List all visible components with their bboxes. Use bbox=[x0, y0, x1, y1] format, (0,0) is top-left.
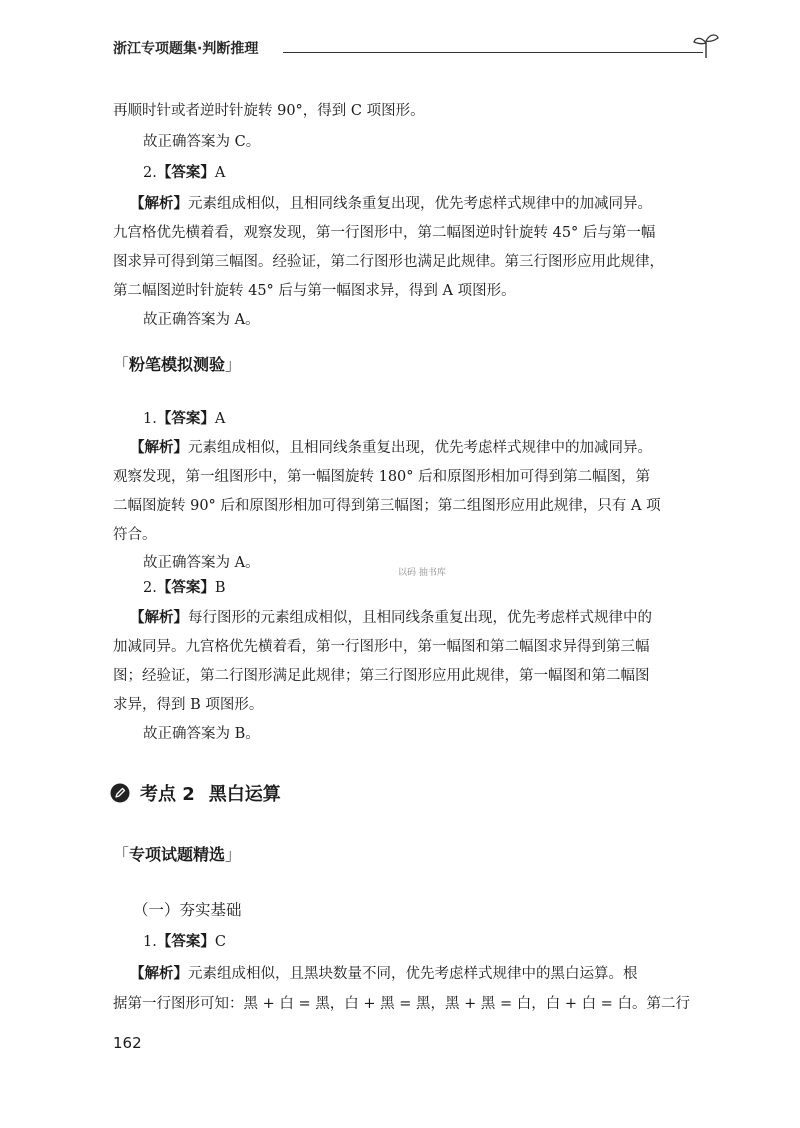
answer-label: 【答案】 bbox=[156, 580, 215, 596]
answer-value: C bbox=[214, 934, 226, 950]
text-line: 二幅图旋转 90° 后和原图形相加可得到第三幅图；第二组图形应用此规律，只有 A 项 bbox=[113, 498, 661, 514]
question-number: 1. bbox=[143, 934, 157, 950]
answer-value: A bbox=[214, 165, 226, 181]
text-line: 加减同异。九宫格优先横着看，第一行图形中，第一幅图和第二幅图求异得到第三幅 bbox=[113, 639, 650, 655]
library-stamp: 以码 抽书库 bbox=[398, 568, 446, 578]
answer-value: A bbox=[214, 411, 226, 427]
section-heading-special bbox=[113, 842, 241, 865]
section-title: 专项试题精选 bbox=[129, 845, 226, 864]
bracket-close: 」 bbox=[225, 845, 242, 864]
answer-line bbox=[143, 578, 226, 598]
text-line: 据第一行图形可知：黑 + 白 = 黑，白 + 黑 = 黑，黑 + 黑 = 白，白 + 白 = 白。第二行 bbox=[113, 996, 690, 1012]
kaodian-title: 黑白运算 bbox=[208, 784, 281, 805]
section-title: 粉笔模拟测验 bbox=[129, 355, 226, 374]
analysis-label: 【解析】 bbox=[130, 610, 188, 626]
subheading: （一）夯实基础 bbox=[133, 901, 242, 919]
page-number: 162 bbox=[113, 1034, 142, 1052]
header-rule bbox=[283, 52, 703, 53]
question-number: 1. bbox=[143, 411, 157, 427]
analysis-label: 【解析】 bbox=[130, 440, 188, 456]
bracket-open: 「 bbox=[113, 845, 130, 864]
text-line: 图求异可得到第三幅图。经验证，第二行图形也满足此规律。第三行图形应用此规律， bbox=[113, 254, 664, 270]
text-line: 求异，得到 B 项图形。 bbox=[113, 697, 264, 713]
conclusion-line: 故正确答案为 B。 bbox=[143, 726, 260, 742]
conclusion-line: 故正确答案为 C。 bbox=[143, 134, 261, 150]
analysis-line bbox=[130, 438, 652, 458]
analysis-text: 元素组成相似，且相同线条重复出现，优先考虑样式规律中的加减同异。 bbox=[188, 196, 652, 212]
bracket-close: 」 bbox=[225, 355, 242, 374]
running-header bbox=[113, 30, 723, 70]
text-line: 观察发现，第一组图形中，第一幅图旋转 180° 后和原图形相加可得到第二幅图，第 bbox=[113, 469, 651, 485]
sprout-icon bbox=[691, 30, 721, 60]
text-line: 再顺时针或者逆时针旋转 90°，得到 C 项图形。 bbox=[113, 103, 425, 119]
conclusion-line: 故正确答案为 A。 bbox=[143, 312, 260, 328]
header-title: 浙江专项题集·判断推理 bbox=[113, 41, 259, 57]
analysis-label: 【解析】 bbox=[130, 196, 188, 212]
answer-line bbox=[143, 409, 225, 429]
answer-label: 【答案】 bbox=[156, 934, 215, 950]
question-number: 2. bbox=[143, 165, 157, 181]
answer-line bbox=[143, 932, 226, 952]
text-line: 第二幅图逆时针旋转 45° 后与第一幅图求异，得到 A 项图形。 bbox=[113, 283, 516, 299]
analysis-line bbox=[130, 608, 652, 628]
bracket-open: 「 bbox=[113, 355, 130, 374]
analysis-text: 每行图形的元素组成相似，且相同线条重复出现，优先考虑样式规律中的 bbox=[188, 610, 652, 626]
text-line: 符合。 bbox=[113, 527, 157, 543]
answer-value: B bbox=[214, 580, 226, 596]
analysis-line bbox=[130, 964, 638, 984]
text-line: 图；经验证，第二行图形满足此规律；第三行图形应用此规律，第一幅图和第二幅图 bbox=[113, 668, 650, 684]
answer-label: 【答案】 bbox=[156, 411, 215, 427]
section-heading-mock bbox=[113, 352, 241, 375]
analysis-label: 【解析】 bbox=[130, 966, 188, 982]
answer-label: 【答案】 bbox=[156, 165, 215, 181]
answer-line bbox=[143, 163, 225, 183]
analysis-line bbox=[130, 194, 652, 214]
analysis-text: 元素组成相似，且黑块数量不同，优先考虑样式规律中的黑白运算。根 bbox=[188, 966, 638, 982]
question-number: 2. bbox=[143, 580, 157, 596]
conclusion-line: 故正确答案为 A。 bbox=[143, 555, 260, 571]
analysis-text: 元素组成相似，且相同线条重复出现，优先考虑样式规律中的加减同异。 bbox=[188, 440, 652, 456]
kaodian-label: 考点 2 bbox=[140, 784, 195, 805]
pencil-badge-icon bbox=[110, 783, 130, 803]
kaodian-heading bbox=[110, 780, 281, 806]
text-line: 九宫格优先横着看，观察发现，第一行图形中，第二幅图逆时针旋转 45° 后与第一幅 bbox=[113, 225, 656, 241]
